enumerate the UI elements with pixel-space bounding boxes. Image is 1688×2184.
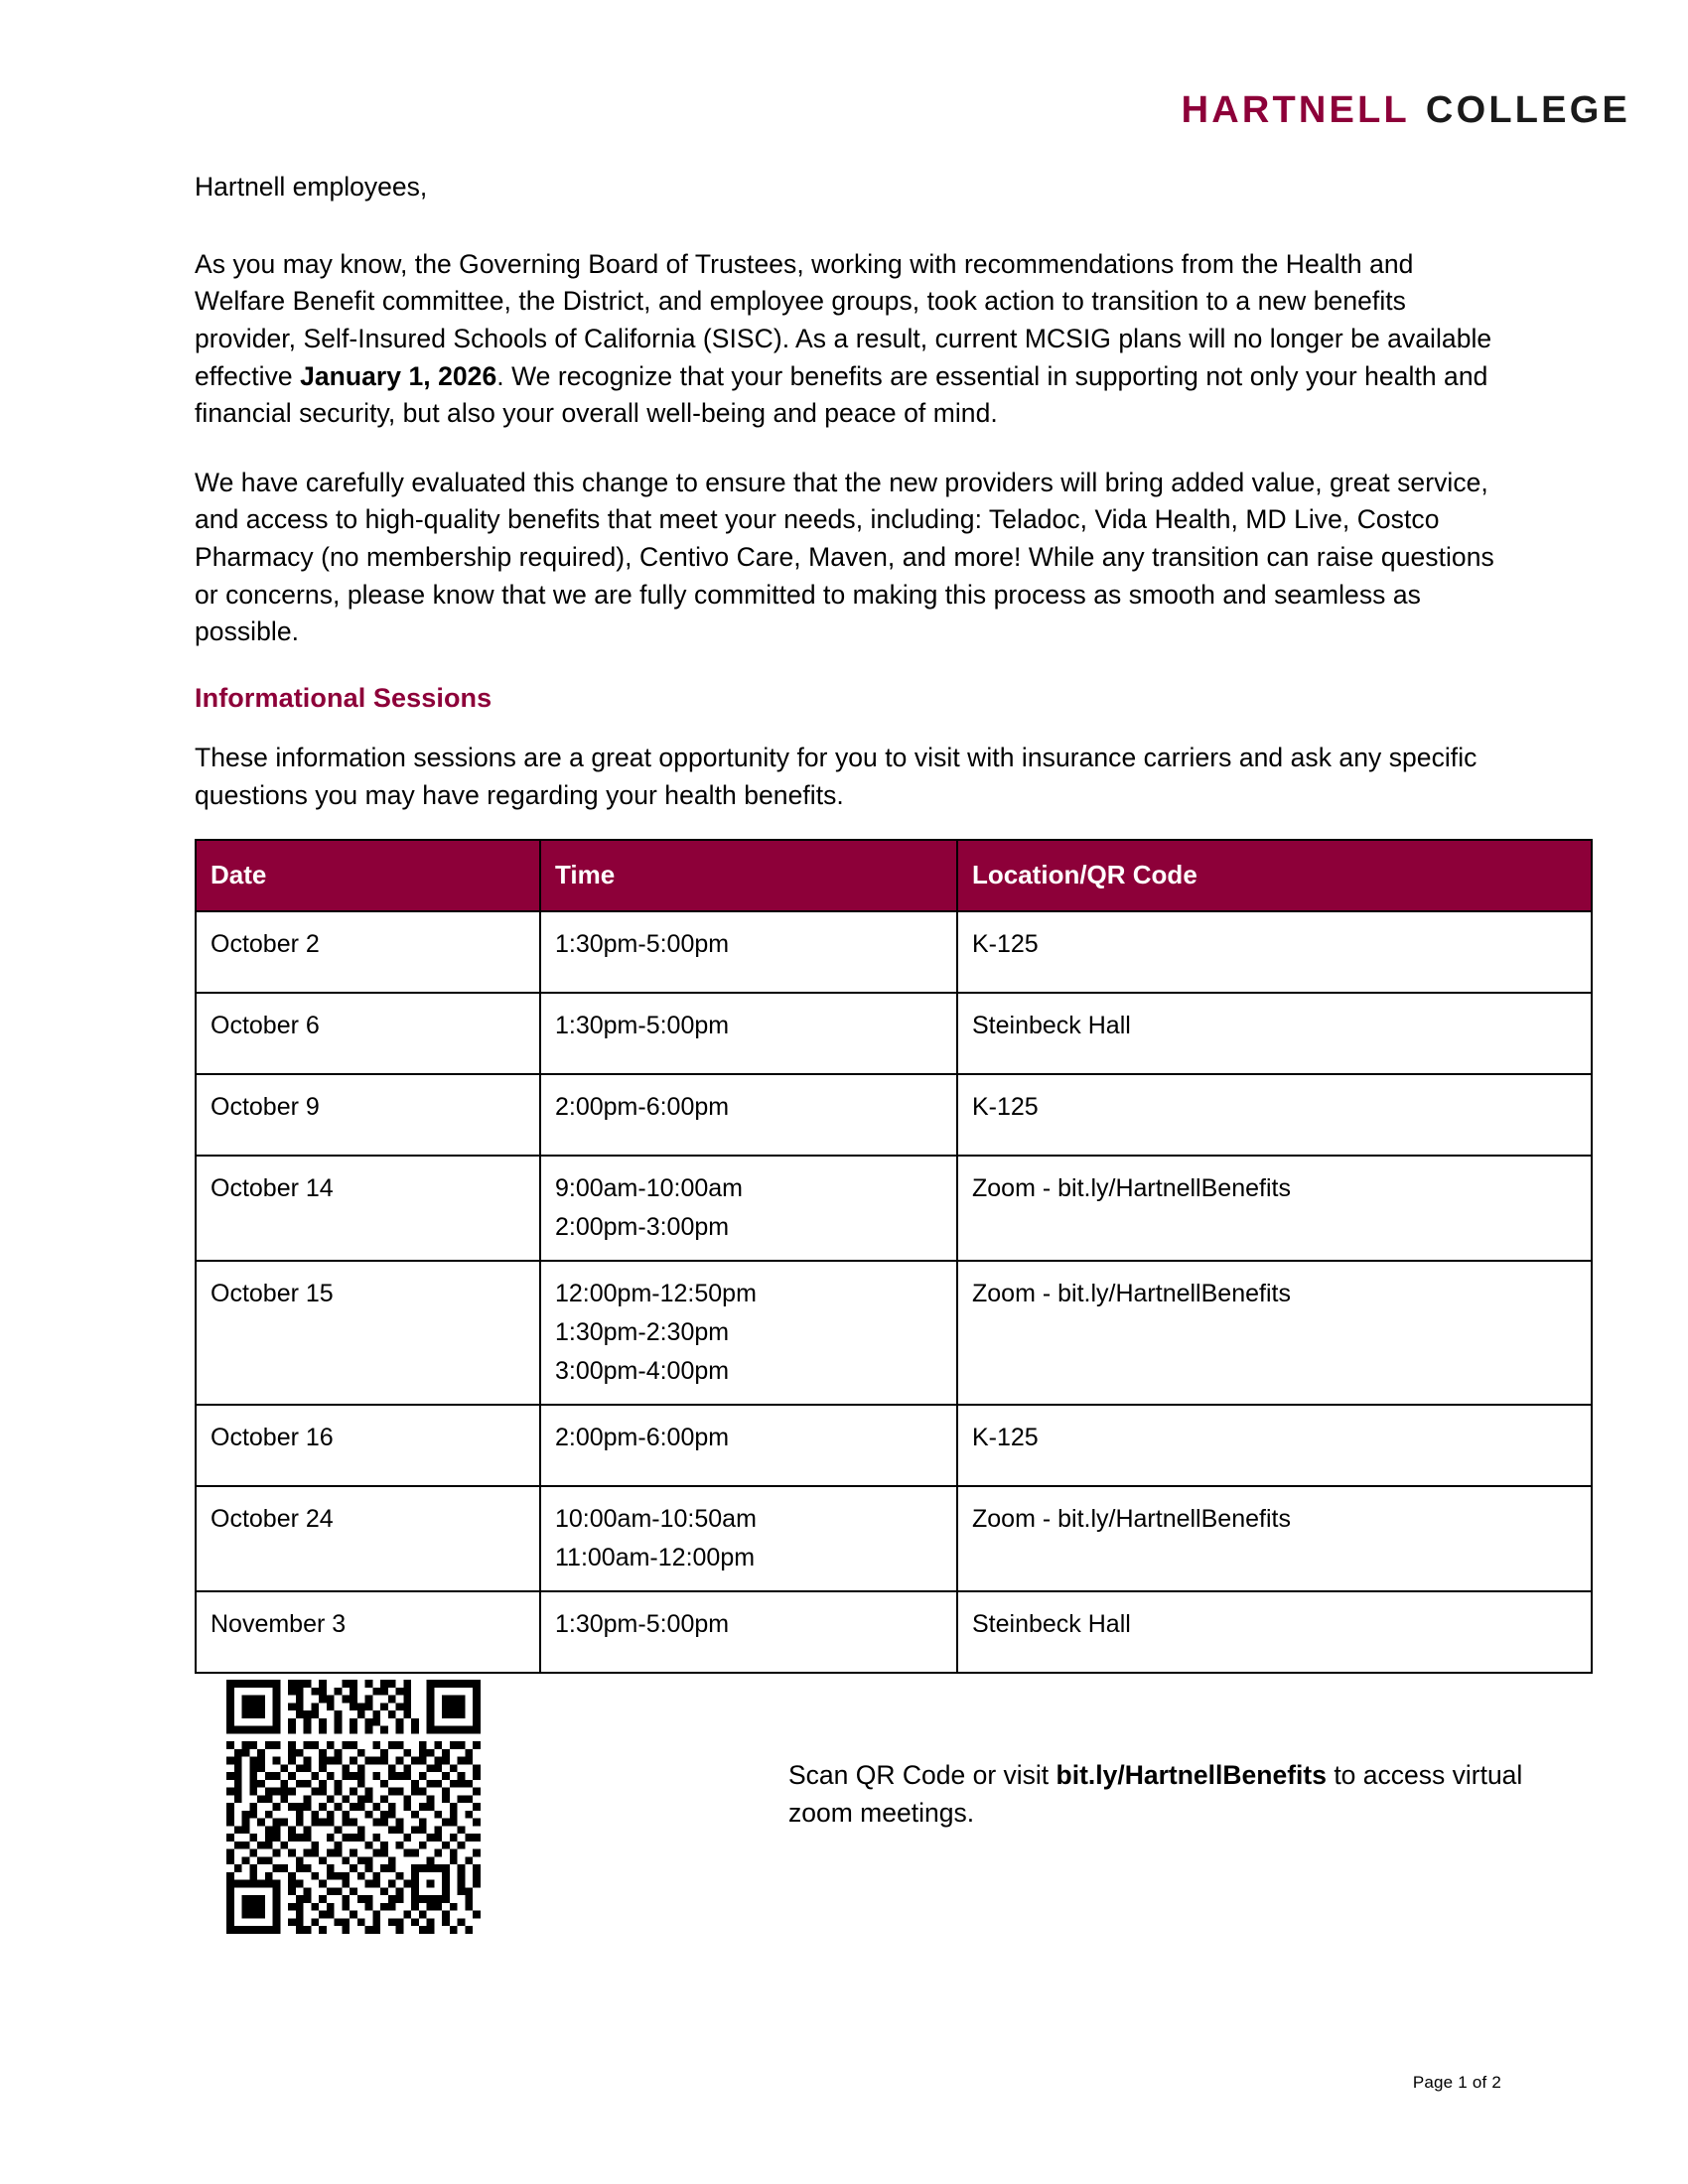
qr-code-icon xyxy=(226,1680,481,1934)
cell-location: Zoom - bit.ly/HartnellBenefits xyxy=(957,1261,1592,1405)
cell-date: October 2 xyxy=(196,911,540,993)
informational-sessions-table xyxy=(195,839,1593,1674)
qr-text-after: to access virtual zoom meetings. xyxy=(788,1760,1523,1828)
hartnell-college-logo xyxy=(1182,91,1630,129)
page-footer: Page 1 of 2 xyxy=(1412,2073,1501,2092)
cell-location: Steinbeck Hall xyxy=(957,993,1592,1074)
table-row xyxy=(196,993,1592,1074)
cell-time xyxy=(540,1074,957,1156)
paragraph-benefits-transition xyxy=(195,246,1505,433)
qr-code-section xyxy=(226,1680,1593,1934)
informational-sessions-heading: Informational Sessions xyxy=(195,682,492,713)
table-row xyxy=(196,1074,1592,1156)
logo-college-text: COLLEGE xyxy=(1425,89,1630,131)
time-slot: 1:30pm-5:00pm xyxy=(555,930,730,959)
cell-time xyxy=(540,911,957,993)
cell-time xyxy=(540,1261,957,1405)
table-header-row xyxy=(196,840,1592,911)
paragraph-1-text-before: As you may know, the Governing Board of Trustees, working with recommendations from the Health and Welfare Benefit committee, the District, and employee groups, took action to transition to a new benefits provider, Self-Insured Schools of California (SISC). As a result, current MCSIG plans will no longer be available effective xyxy=(195,248,1492,391)
table-header xyxy=(196,840,1592,911)
cell-date: October 6 xyxy=(196,993,540,1074)
salutation: Hartnell employees, xyxy=(195,172,428,202)
logo-hartnell-text: HARTNELL xyxy=(1181,89,1410,131)
cell-location: Zoom - bit.ly/HartnellBenefits xyxy=(957,1156,1592,1261)
qr-text-before: Scan QR Code or visit xyxy=(788,1760,1056,1790)
letter-body xyxy=(195,169,1505,846)
time-slot: 2:00pm-6:00pm xyxy=(555,1093,730,1122)
table-row xyxy=(196,911,1592,993)
column-header-date: Date xyxy=(196,840,540,911)
cell-date: October 16 xyxy=(196,1405,540,1486)
cell-location: Steinbeck Hall xyxy=(957,1591,1592,1673)
time-slot: 1:30pm-2:30pm xyxy=(555,1318,730,1347)
paragraph-new-providers: We have carefully evaluated this change to ensure that the new providers will bring added value, great service, and access to high-quality benefits that meet your needs, including: Teladoc, Vida Health, MD Live, Costco Pharmacy (no membership required), Centivo Care, Maven, and more! While any transition can raise questions or concerns, please know that we are fully committed to making this process as smooth and seamless as possible. xyxy=(195,467,1494,647)
cell-location: K-125 xyxy=(957,1405,1592,1486)
cell-time xyxy=(540,1156,957,1261)
time-slot: 12:00pm-12:50pm xyxy=(555,1280,757,1308)
cell-date: October 9 xyxy=(196,1074,540,1156)
cell-date: October 14 xyxy=(196,1156,540,1261)
time-slot: 1:30pm-5:00pm xyxy=(555,1012,730,1040)
cell-location: K-125 xyxy=(957,911,1592,993)
cell-time xyxy=(540,993,957,1074)
table-row xyxy=(196,1261,1592,1405)
qr-link-text: bit.ly/HartnellBenefits xyxy=(1055,1760,1327,1790)
cell-location: Zoom - bit.ly/HartnellBenefits xyxy=(957,1486,1592,1591)
time-slot: 10:00am-10:50am xyxy=(555,1505,757,1534)
effective-date-emphasis: January 1, 2026 xyxy=(300,360,497,391)
table-row xyxy=(196,1591,1592,1673)
cell-time xyxy=(540,1405,957,1486)
time-slot: 2:00pm-3:00pm xyxy=(555,1213,730,1242)
cell-time xyxy=(540,1591,957,1673)
paragraph-sessions-intro: These information sessions are a great opportunity for you to visit with insurance carriers and ask any specific questions you may have regarding your health benefits. xyxy=(195,742,1477,810)
time-slot: 1:30pm-5:00pm xyxy=(555,1610,730,1639)
qr-instruction-text xyxy=(788,1757,1593,1832)
cell-date: November 3 xyxy=(196,1591,540,1673)
table-row xyxy=(196,1486,1592,1591)
table-row xyxy=(196,1405,1592,1486)
time-slot: 11:00am-12:00pm xyxy=(555,1544,756,1572)
column-header-time: Time xyxy=(540,840,957,911)
time-slot: 9:00am-10:00am xyxy=(555,1174,744,1203)
table-body xyxy=(196,911,1592,1673)
table-row xyxy=(196,1156,1592,1261)
column-header-location: Location/QR Code xyxy=(957,840,1592,911)
paragraph-1-text-after: . We recognize that your benefits are essential in supporting not only your health and financial security, but also your overall well-being and peace of mind. xyxy=(195,360,1488,429)
cell-time xyxy=(540,1486,957,1591)
cell-location: K-125 xyxy=(957,1074,1592,1156)
cell-date: October 15 xyxy=(196,1261,540,1405)
time-slot: 3:00pm-4:00pm xyxy=(555,1357,730,1386)
time-slot: 2:00pm-6:00pm xyxy=(555,1424,730,1452)
cell-date: October 24 xyxy=(196,1486,540,1591)
